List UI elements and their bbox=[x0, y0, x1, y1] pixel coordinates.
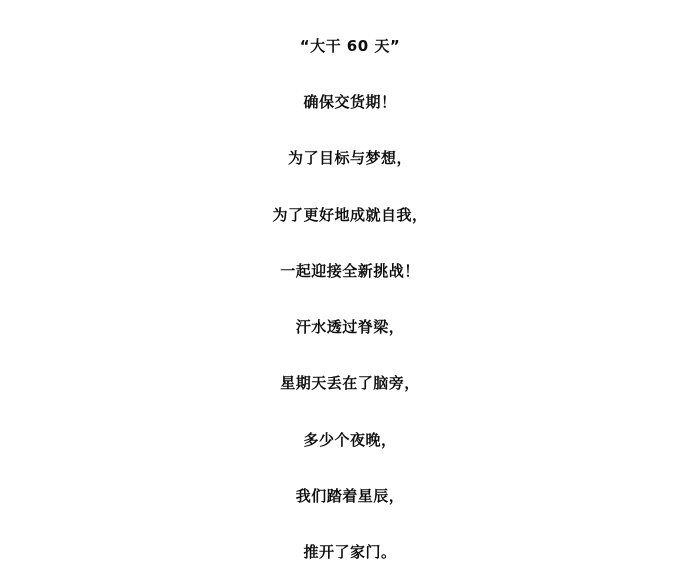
poem-line-10: 推开了家门。 bbox=[303, 543, 397, 562]
poem-line-9: 我们踏着星辰， bbox=[295, 487, 405, 506]
poem-line-7: 星期天丢在了脑旁， bbox=[280, 374, 420, 393]
poem-line-6: 汗水透过脊梁， bbox=[295, 318, 405, 337]
poem-line-8: 多少个夜晚， bbox=[303, 430, 397, 449]
poem-line-4: 为了更好地成就自我， bbox=[272, 205, 428, 224]
poem-line-1: “大干 60 天” bbox=[299, 36, 401, 55]
poem-line-3: 为了目标与梦想， bbox=[287, 149, 412, 168]
poem-line-2: 确保交货期！ bbox=[303, 92, 397, 111]
poem-line-5: 一起迎接全新挑战！ bbox=[280, 261, 420, 280]
